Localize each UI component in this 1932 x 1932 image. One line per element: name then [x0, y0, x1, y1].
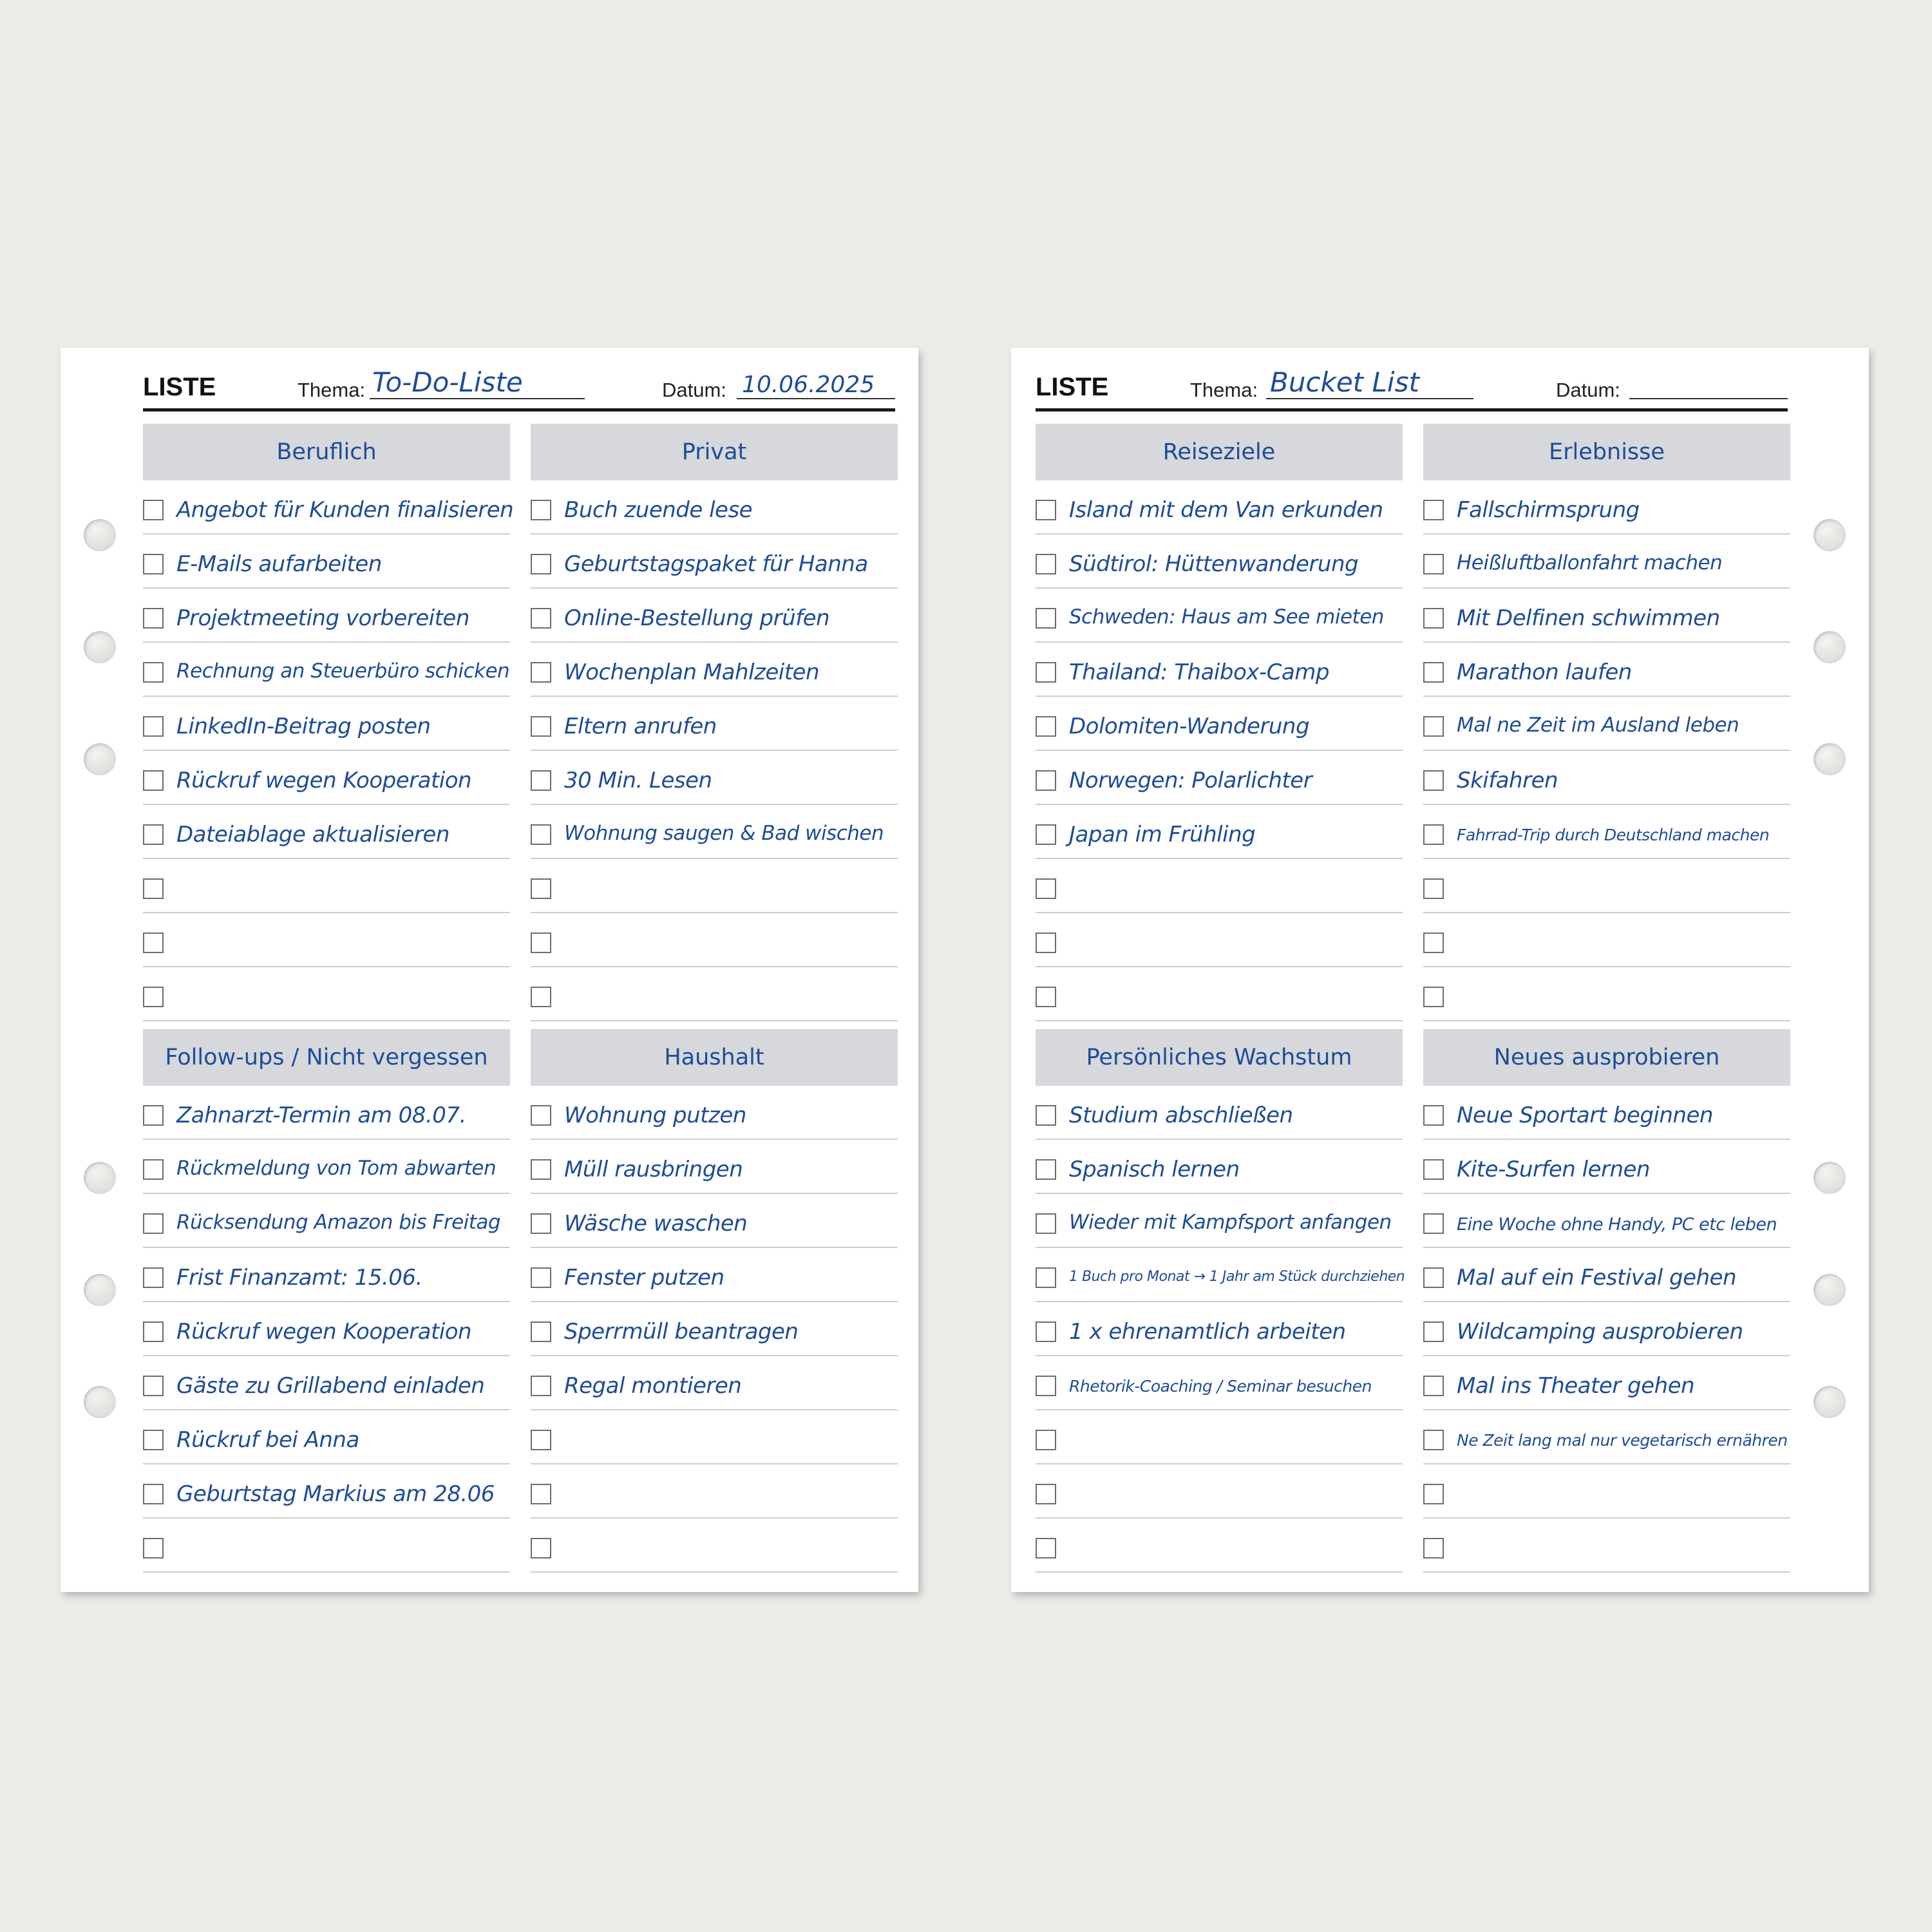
- item-text: Rückruf wegen Kooperation: [176, 768, 472, 793]
- item-text: 30 Min. Lesen: [564, 768, 712, 793]
- list-item: [1036, 1356, 1403, 1410]
- checkbox[interactable]: [531, 608, 551, 629]
- item-text: Wohnung saugen & Bad wischen: [564, 822, 884, 845]
- item-text: Geburtstag Markius am 28.06: [176, 1481, 495, 1507]
- checkbox[interactable]: [531, 933, 551, 953]
- checkbox[interactable]: [1423, 1321, 1444, 1342]
- list-item: [1423, 480, 1790, 535]
- item-text: Rechnung an Steuerbüro schicken: [176, 659, 510, 683]
- list-item: [531, 967, 898, 1021]
- list-item: [1423, 913, 1790, 967]
- checkbox[interactable]: [143, 1430, 164, 1450]
- item-text: Dolomiten-Wanderung: [1069, 714, 1310, 739]
- section-beruflich: [143, 424, 514, 1021]
- theme-line: [370, 398, 585, 399]
- list-item: [143, 913, 510, 967]
- checkbox[interactable]: [531, 770, 551, 791]
- checkbox[interactable]: [143, 1267, 164, 1288]
- checkbox[interactable]: [143, 608, 164, 629]
- checkbox[interactable]: [1036, 824, 1056, 845]
- section-heading: Haushalt: [531, 1029, 898, 1086]
- list-item: [531, 1356, 898, 1410]
- sheet-header: [143, 348, 895, 412]
- checkbox[interactable]: [1423, 933, 1444, 953]
- list-item: [1423, 967, 1790, 1021]
- checkbox[interactable]: [531, 1213, 551, 1234]
- checkbox[interactable]: [1036, 770, 1056, 791]
- list-item: [1423, 589, 1790, 643]
- checkbox[interactable]: [531, 1538, 551, 1558]
- list-item: [531, 1086, 898, 1140]
- checkbox[interactable]: [143, 1538, 164, 1558]
- list-item: [1423, 1194, 1790, 1248]
- sheet-header: [1036, 348, 1788, 412]
- checkbox[interactable]: [1423, 1159, 1444, 1180]
- list-item: [143, 1140, 510, 1194]
- item-text: Projektmeeting vorbereiten: [176, 605, 469, 631]
- list-item: [1036, 859, 1403, 913]
- item-text: LinkedIn-Beitrag posten: [176, 714, 431, 739]
- list-item: [531, 1464, 898, 1519]
- checkbox[interactable]: [143, 824, 164, 845]
- list-item: [1036, 1086, 1403, 1140]
- item-text: Eine Woche ohne Handy, PC etc leben: [1457, 1215, 1777, 1235]
- checkbox[interactable]: [143, 1105, 164, 1126]
- punch-hole: [1814, 631, 1846, 663]
- item-text: Sperrmüll beantragen: [564, 1319, 799, 1345]
- item-text: Angebot für Kunden finalisieren: [176, 497, 514, 523]
- item-text: Eltern anrufen: [564, 714, 717, 739]
- list-item: [143, 859, 510, 913]
- list-item: [143, 535, 510, 589]
- list-item: [531, 913, 898, 967]
- punch-hole: [1814, 743, 1846, 775]
- list-item: [531, 1140, 898, 1194]
- list-item: [143, 805, 510, 859]
- list-item: [143, 589, 510, 643]
- section-persoenliches-wachstum: [1036, 1029, 1403, 1573]
- list-item: [531, 535, 898, 589]
- section-heading: Persönliches Wachstum: [1036, 1029, 1403, 1086]
- item-text: 1 Buch pro Monat → 1 Jahr am Stück durchziehen: [1069, 1269, 1405, 1285]
- checkbox[interactable]: [531, 1267, 551, 1288]
- checkbox[interactable]: [1423, 770, 1444, 791]
- list-item: [1036, 535, 1403, 589]
- checkbox[interactable]: [1036, 608, 1056, 629]
- list-item: [531, 1248, 898, 1302]
- checkbox[interactable]: [143, 1484, 164, 1504]
- date-label: Datum:: [662, 379, 726, 401]
- item-text: Regal montieren: [564, 1373, 742, 1399]
- checkbox[interactable]: [143, 1213, 164, 1234]
- list-item: [531, 589, 898, 643]
- item-text: Spanisch lernen: [1069, 1157, 1240, 1182]
- checkbox[interactable]: [531, 716, 551, 737]
- list-item: [1036, 1302, 1403, 1356]
- list-item: [531, 805, 898, 859]
- checkbox[interactable]: [1036, 1376, 1056, 1396]
- checkbox[interactable]: [143, 1376, 164, 1396]
- list-item: [143, 1410, 510, 1464]
- item-text: Marathon laufen: [1457, 659, 1632, 685]
- item-text: Rückruf wegen Kooperation: [176, 1319, 472, 1345]
- checkbox[interactable]: [1036, 1321, 1056, 1342]
- checkbox[interactable]: [531, 662, 551, 683]
- list-item: [143, 1302, 510, 1356]
- item-text: Rhetorik-Coaching / Seminar besuchen: [1069, 1377, 1372, 1396]
- item-text: Neue Sportart beginnen: [1457, 1103, 1713, 1128]
- section-heading: Privat: [531, 424, 898, 480]
- checkbox[interactable]: [1036, 716, 1056, 737]
- list-item: [143, 643, 510, 697]
- list-item: [1423, 1356, 1790, 1410]
- section-haushalt: [531, 1029, 898, 1573]
- item-text: Buch zuende lese: [564, 497, 753, 523]
- item-text: Fenster putzen: [564, 1265, 724, 1291]
- list-item: [1423, 643, 1790, 697]
- list-item: [1036, 1410, 1403, 1464]
- list-item: [1423, 1140, 1790, 1194]
- list-item: [1036, 643, 1403, 697]
- item-text: Dateiablage aktualisieren: [176, 822, 450, 848]
- list-item: [1423, 1519, 1790, 1573]
- theme-value[interactable]: Bucket List: [1270, 366, 1419, 398]
- checkbox[interactable]: [1036, 1267, 1056, 1288]
- list-item: [1036, 751, 1403, 805]
- checkbox[interactable]: [1423, 608, 1444, 629]
- checkbox[interactable]: [1036, 1213, 1056, 1234]
- list-item: [143, 1194, 510, 1248]
- checkbox[interactable]: [531, 1105, 551, 1126]
- list-item: [143, 967, 510, 1021]
- item-text: Fahrrad-Trip durch Deutschland machen: [1457, 826, 1770, 844]
- checkbox[interactable]: [143, 878, 164, 899]
- list-item: [531, 643, 898, 697]
- item-text: Mal ins Theater gehen: [1457, 1373, 1695, 1399]
- punch-hole: [1814, 1162, 1846, 1194]
- item-text: Zahnarzt-Termin am 08.07.: [176, 1103, 466, 1128]
- item-text: Mal auf ein Festival gehen: [1457, 1265, 1736, 1291]
- item-text: Ne Zeit lang mal nur vegetarisch ernähren: [1457, 1431, 1788, 1450]
- checkbox[interactable]: [1036, 878, 1056, 899]
- list-item: [1036, 697, 1403, 751]
- section-heading: Neues ausprobieren: [1423, 1029, 1790, 1086]
- checkbox[interactable]: [1423, 824, 1444, 845]
- item-text: Geburtstagspaket für Hanna: [564, 551, 868, 577]
- list-item: [531, 1194, 898, 1248]
- list-item: [531, 751, 898, 805]
- item-text: Rückruf bei Anna: [176, 1427, 359, 1453]
- list-item: [1423, 535, 1790, 589]
- punch-hole: [84, 1274, 116, 1306]
- item-text: Norwegen: Polarlichter: [1069, 768, 1312, 793]
- section-reiseziele: [1036, 424, 1403, 1021]
- checkbox[interactable]: [1423, 662, 1444, 683]
- item-text: Thailand: Thaibox-Camp: [1069, 659, 1329, 685]
- item-text: Island mit dem Van erkunden: [1069, 497, 1383, 523]
- item-text: Online-Bestellung prüfen: [564, 605, 830, 631]
- item-text: Rücksendung Amazon bis Freitag: [176, 1211, 501, 1234]
- checkbox[interactable]: [1423, 987, 1444, 1007]
- list-item: [143, 751, 510, 805]
- checkbox[interactable]: [531, 987, 551, 1007]
- punch-hole: [84, 519, 116, 551]
- checkbox[interactable]: [531, 1159, 551, 1180]
- checkbox[interactable]: [531, 1484, 551, 1504]
- item-text: Studium abschließen: [1069, 1103, 1293, 1128]
- checkbox[interactable]: [1423, 1213, 1444, 1234]
- checkbox[interactable]: [143, 500, 164, 520]
- punch-hole: [1814, 1274, 1846, 1306]
- checkbox[interactable]: [1423, 716, 1444, 737]
- checkbox[interactable]: [143, 716, 164, 737]
- checkbox[interactable]: [1036, 1159, 1056, 1180]
- checkbox[interactable]: [1423, 554, 1444, 574]
- list-item: [1036, 589, 1403, 643]
- item-text: Frist Finanzamt: 15.06.: [176, 1265, 422, 1291]
- checkbox[interactable]: [1423, 878, 1444, 899]
- checkbox[interactable]: [1036, 933, 1056, 953]
- list-item: [1423, 751, 1790, 805]
- list-item: [1036, 480, 1403, 535]
- list-item: [1036, 1248, 1403, 1302]
- checkbox[interactable]: [143, 1321, 164, 1342]
- theme-label: Thema:: [298, 379, 366, 401]
- list-item: [143, 697, 510, 751]
- item-text: Heißluftballonfahrt machen: [1457, 551, 1723, 574]
- list-item: [1423, 1248, 1790, 1302]
- todo-list-sheet: [61, 348, 918, 1592]
- checkbox[interactable]: [1423, 1105, 1444, 1126]
- theme-label: Thema:: [1190, 379, 1258, 401]
- checkbox[interactable]: [531, 500, 551, 520]
- punch-hole: [84, 631, 116, 663]
- item-text: Mal ne Zeit im Ausland leben: [1457, 714, 1739, 737]
- checkbox[interactable]: [531, 878, 551, 899]
- checkbox[interactable]: [143, 554, 164, 574]
- punch-hole: [84, 1162, 116, 1194]
- list-item: [1423, 805, 1790, 859]
- theme-line: [1266, 398, 1473, 399]
- section-heading: Reiseziele: [1036, 424, 1403, 480]
- sheet-title: LISTE: [143, 373, 216, 401]
- checkbox[interactable]: [143, 987, 164, 1007]
- punch-hole: [1814, 519, 1846, 551]
- checkbox[interactable]: [1423, 1484, 1444, 1504]
- list-item: [531, 1519, 898, 1573]
- item-text: Skifahren: [1457, 768, 1558, 793]
- item-text: Kite-Surfen lernen: [1457, 1157, 1650, 1182]
- checkbox[interactable]: [1036, 1538, 1056, 1558]
- section-heading: Beruflich: [143, 424, 510, 480]
- item-text: Südtirol: Hüttenwanderung: [1069, 551, 1359, 577]
- list-item: [143, 1248, 510, 1302]
- list-item: [1423, 697, 1790, 751]
- section-heading: Follow-ups / Nicht vergessen: [143, 1029, 510, 1086]
- checkbox[interactable]: [1423, 1430, 1444, 1450]
- list-item: [143, 1519, 510, 1573]
- checkbox[interactable]: [531, 824, 551, 845]
- list-item: [1423, 1302, 1790, 1356]
- item-text: Wohnung putzen: [564, 1103, 746, 1128]
- checkbox[interactable]: [1036, 1430, 1056, 1450]
- punch-hole: [1814, 1386, 1846, 1418]
- list-item: [531, 697, 898, 751]
- checkbox[interactable]: [531, 1376, 551, 1396]
- checkbox[interactable]: [1036, 1105, 1056, 1126]
- sheet-title: LISTE: [1036, 373, 1109, 401]
- list-item: [531, 1410, 898, 1464]
- list-item: [1423, 1410, 1790, 1464]
- list-item: [1036, 967, 1403, 1021]
- item-text: Müll rausbringen: [564, 1157, 743, 1182]
- list-item: [531, 859, 898, 913]
- item-text: E-Mails aufarbeiten: [176, 551, 382, 577]
- theme-value[interactable]: To-Do-Liste: [372, 366, 523, 398]
- checkbox[interactable]: [1036, 987, 1056, 1007]
- list-item: [1423, 859, 1790, 913]
- list-item: [1036, 1519, 1403, 1573]
- punch-hole: [84, 743, 116, 775]
- checkbox[interactable]: [143, 662, 164, 683]
- list-item: [1423, 1086, 1790, 1140]
- list-item: [531, 480, 898, 535]
- section-erlebnisse: [1423, 424, 1790, 1021]
- list-item: [1423, 1464, 1790, 1519]
- checkbox[interactable]: [143, 770, 164, 791]
- section-follow-ups: [143, 1029, 510, 1573]
- checkbox[interactable]: [531, 1321, 551, 1342]
- checkbox[interactable]: [1036, 1484, 1056, 1504]
- punch-hole: [84, 1386, 116, 1418]
- checkbox[interactable]: [143, 933, 164, 953]
- list-item: [1036, 1194, 1403, 1248]
- list-item: [1036, 1464, 1403, 1519]
- checkbox[interactable]: [1036, 500, 1056, 520]
- item-text: Gäste zu Grillabend einladen: [176, 1373, 485, 1399]
- item-text: Japan im Frühling: [1069, 822, 1256, 848]
- list-item: [1036, 805, 1403, 859]
- date-value[interactable]: 10.06.2025: [742, 372, 875, 398]
- list-item: [531, 1302, 898, 1356]
- item-text: Wochenplan Mahlzeiten: [564, 659, 820, 685]
- date-label: Datum:: [1556, 379, 1620, 401]
- bucket-list-sheet: [1011, 348, 1869, 1592]
- checkbox[interactable]: [1423, 1267, 1444, 1288]
- section-neues-ausprobieren: [1423, 1029, 1790, 1573]
- item-text: Wäsche waschen: [564, 1211, 748, 1236]
- item-text: Fallschirmsprung: [1457, 497, 1640, 523]
- item-text: Mit Delfinen schwimmen: [1457, 605, 1720, 631]
- item-text: 1 x ehrenamtlich arbeiten: [1069, 1319, 1346, 1345]
- item-text: Wildcamping ausprobieren: [1457, 1319, 1743, 1345]
- checkbox[interactable]: [1423, 1376, 1444, 1396]
- item-text: Schweden: Haus am See mieten: [1069, 605, 1384, 629]
- section-heading: Erlebnisse: [1423, 424, 1790, 480]
- list-item: [143, 1464, 510, 1519]
- date-line: [737, 398, 895, 399]
- checkbox[interactable]: [143, 1159, 164, 1180]
- checkbox[interactable]: [531, 554, 551, 574]
- item-text: Rückmeldung von Tom abwarten: [176, 1157, 497, 1180]
- item-text: Wieder mit Kampfsport anfangen: [1069, 1211, 1392, 1234]
- section-privat: [531, 424, 898, 1021]
- checkbox[interactable]: [1036, 662, 1056, 683]
- checkbox[interactable]: [1423, 500, 1444, 520]
- checkbox[interactable]: [1036, 554, 1056, 574]
- list-item: [143, 480, 514, 535]
- list-item: [143, 1086, 510, 1140]
- list-item: [143, 1356, 510, 1410]
- date-line: [1629, 398, 1788, 399]
- checkbox[interactable]: [531, 1430, 551, 1450]
- list-item: [1036, 913, 1403, 967]
- list-item: [1036, 1140, 1403, 1194]
- checkbox[interactable]: [1423, 1538, 1444, 1558]
